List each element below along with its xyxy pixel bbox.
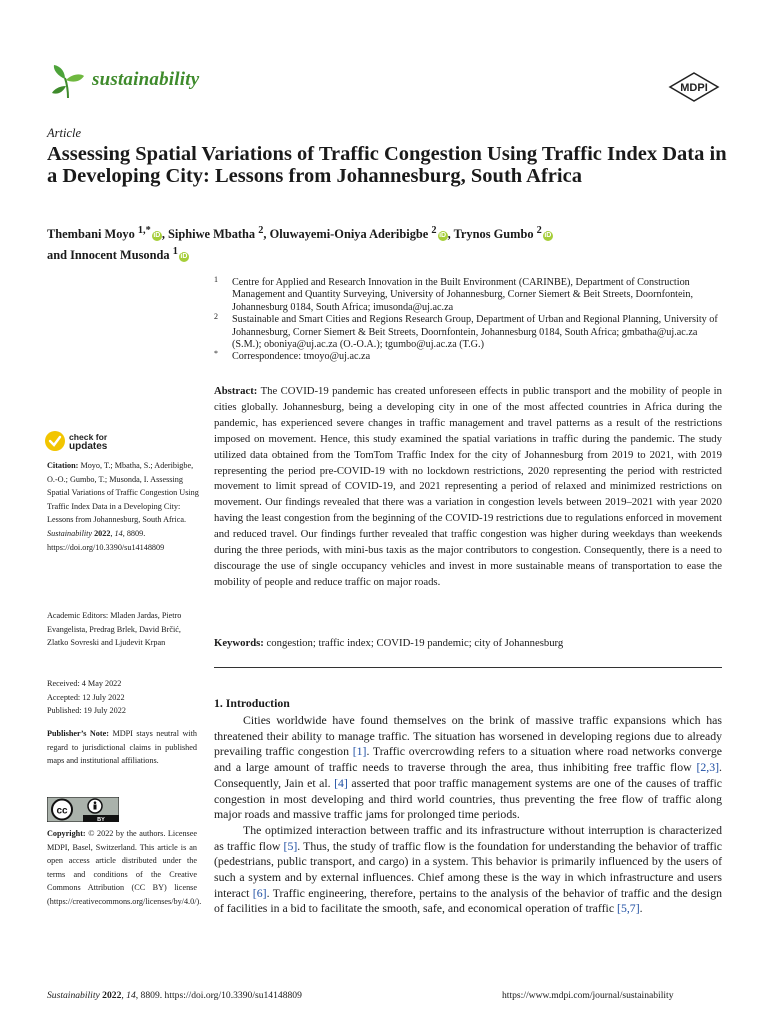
paragraph: The optimized interaction between traffic and its infrastructure without interruption is characterized as traffic flow [5]. Thus, the study of traffic flow is the foundation for understanding the behavior of traffic (pedestrians, public transport, and cargo) in a system. This behavior is primarily influenced by the users of such a system and by external influences. Chief among these is the way in which infrastructure and users interact [6]. Traffic engineering, therefore, pertains to the analysis of the behavior of traffic and the design of facilities in a bid to facilitate the smooth, safe, and economical operation of traffic [5,7].: [214, 822, 722, 916]
introduction-body: [214, 713, 722, 917]
author-affil-sup: 2: [431, 225, 437, 236]
footer-journal-url[interactable]: https://www.mdpi.com/journal/sustainability: [502, 990, 674, 1001]
citation-link[interactable]: [5,7]: [617, 901, 640, 916]
author-affil-sup: 1,*: [137, 225, 151, 236]
orcid-icon[interactable]: iD: [153, 232, 161, 240]
orcid-icon[interactable]: iD: [439, 232, 447, 240]
orcid-icon[interactable]: iD: [180, 253, 188, 261]
affiliation-number: 2: [214, 312, 218, 322]
keywords-text: congestion; traffic index; COVID-19 pandemic; city of Johannesburg: [266, 637, 564, 649]
author-affil-sup: 2: [258, 225, 264, 236]
footer-citation: Sustainability 2022, 14, 8809. https://doi.org/10.3390/su14148809: [47, 990, 302, 1001]
citation-block: Citation: Moyo, T.; Mbatha, S.; Aderibigbe, O.-O.; Gumbo, T.; Musonda, I. Assessing Spatial Variations of Traffic Congestion Using Traffic Index Data in a Developing City: Lessons from Johannesburg, South Africa. Sustainability 2022, 14, 8809. https://doi.org/10.3390/su14148809: [47, 461, 199, 552]
paragraph: Cities worldwide have found themselves on the brink of massive traffic expansions which has threatened their ability to manage traffic. The situation has worsened in developing regions due to already prevailing traffic congestion [1]. Traffic overcrowding refers to a situation where road networks converge and a large amount of traffic needs to traverse through the area, thus inhibiting free traffic flow [2,3]. Consequently, Jain et al. [4] asserted that poor traffic management systems are one of the causes of traffic congestion in most developing and third world countries, thus preventing the free flow of traffic along major roads and massive traffic jams for prolonged time periods.: [214, 713, 722, 822]
keywords-label: Keywords:: [214, 637, 264, 649]
article-title: Assessing Spatial Variations of Traffic Congestion Using Traffic Index Data in a Developing City: Lessons from Johannesburg, South Africa: [47, 143, 727, 187]
author-affil-sup: 1: [172, 246, 178, 258]
mdpi-logo: [668, 72, 720, 102]
author-name: Thembani Moyo: [47, 227, 135, 242]
author-name: Oluwayemi-Oniya Aderibigbe: [269, 227, 429, 242]
citation-label: Citation:: [47, 461, 79, 470]
affiliation-number: 1: [214, 275, 218, 284]
received-date: Received: 4 May 2022: [47, 679, 122, 688]
journal-name: sustainability: [92, 69, 200, 90]
author-list: Thembani Moyo $^{1,*}$ iD , Siphiwe Mbatha $^2$, Oluwayemi-Oniya Aderibigbe $^2$ iD , Trynos Gumbo $^2$ iD and Innocent Musonda $^1$ iD: [47, 225, 552, 263]
affiliations: [214, 277, 729, 364]
published-date: Published: 19 July 2022: [47, 706, 126, 716]
citation-link[interactable]: [1]: [352, 744, 367, 759]
footer-doi[interactable]: https://doi.org/10.3390/su14148809: [164, 990, 302, 1001]
journal-leaf-logo: [48, 62, 88, 102]
abstract-label: Abstract:: [214, 385, 258, 397]
citation-link[interactable]: [2,3]: [696, 760, 720, 775]
affiliation-number: *: [214, 349, 218, 359]
authors-joiner: and: [47, 248, 67, 263]
affiliation-item: [214, 314, 729, 351]
mdpi-logo-text: MDPI: [680, 82, 708, 94]
publishers-note: Publisher’s Note: MDPI stays neutral with regard to jurisdictional claims in published maps and institutional affiliations.: [47, 729, 197, 766]
citation-journal: Sustainability: [47, 528, 93, 538]
cc-by-text: BY: [97, 817, 105, 822]
citation-doi[interactable]: https://doi.org/10.3390/su14148809: [47, 542, 165, 552]
copyright-block: Copyright: © 2022 by the authors. Licensee MDPI, Basel, Switzerland. This article is an open access article distributed under the terms and conditions of the Creative Commons Attribution (CC BY) license (https://creativecommons.org/licenses/by/4.0/).: [47, 829, 202, 906]
keywords: [214, 636, 722, 650]
accepted-date: Accepted: 12 July 2022: [47, 692, 125, 702]
affiliation-text: Centre for Applied and Research Innovation in the Built Environment (CARINBE), Department of Construction Management and Quantity Surveying, University of Johannesburg, Corner Siemert & Beit Streets, Doornfontein, Johannesburg 0184, South Africa; imusonda@uj.ac.za: [232, 277, 693, 313]
abstract: [214, 384, 722, 591]
section-heading: 1. Introduction: [214, 696, 290, 710]
affiliation-item: [214, 351, 729, 363]
citation-link[interactable]: [5]: [283, 838, 298, 853]
orcid-icon[interactable]: iD: [544, 232, 552, 240]
citation-link[interactable]: [6]: [252, 885, 267, 900]
check-for-updates-label[interactable]: check for updates: [69, 432, 108, 452]
affiliation-text: Correspondence: tmoyo@uj.ac.za: [232, 351, 371, 363]
article-type: Article: [47, 126, 82, 140]
svg-text:cc: cc: [56, 805, 68, 817]
affiliation-item: [214, 277, 729, 314]
author-affil-sup: 2: [536, 225, 542, 236]
academic-editors: Academic Editors: Mladen Jardas, Pietro Evangelista, Predrag Brlek, David Brčić, Zlatko Sovreski and Ljudevit Krpan: [47, 611, 182, 648]
abstract-text: The COVID-19 pandemic has created unforeseen effects in public transport and the mobility of people in cities globally. Johannesburg, being a developing city in one of the most affected countries in Africa during the pandemic, has experienced severe changes in traffic management and travel patterns as a result of the restrictions imposed on movement. Hence, this study examined the spatial variations in traffic during the pandemic. The study utilized data obtained from the TomTom Traffic Index for the city of Johannesburg from 2019 to 2021, with 2019 representing the period pre-COVID-19 with no lockdown restrictions, 2020 representing the period with restricted movement to limit spread of COVID-19, and 2021 representing a period of relaxed and minimized restrictions on movement. Our findings revealed that there was a variation in congestion levels between 2019–2021 with year 2020 having the least congestion from the beginning of the COVID-19 restrictions due to regulations enforced in movement and reduced travel. Our findings further revealed that traffic congestion was higher during weekdays than weekends during the three periods, with mini-bus taxis as the major contributors to congestion. Consequently, there is a need to discourage the use of single occupancy vehicles and invest in more sustainable means of transportation to ease the mobility of people and reduce traffic on major roads.: [214, 385, 722, 588]
check-for-updates-icon[interactable]: [44, 430, 66, 452]
author-name: Trynos Gumbo: [453, 227, 534, 242]
publication-dates: [47, 677, 199, 718]
author-name: Innocent Musonda: [70, 248, 170, 263]
citation-link[interactable]: [4]: [334, 775, 348, 790]
section-divider: [214, 667, 722, 668]
cc-by-license-icon[interactable]: [47, 797, 119, 822]
author-name: Siphiwe Mbatha: [168, 227, 256, 242]
affiliation-text: Sustainable and Smart Cities and Regions Research Group, Department of Urban and Regional Planning, University of Johannesburg, Corner Siemert & Beit Streets, Doornfontein, Johannesburg 0184, South Africa; gmbatha@uj.ac.za (S.M.); oboniya@uj.ac.za (O.-O.A.); tgumbo@uj.ac.za (T.G.): [232, 314, 718, 351]
